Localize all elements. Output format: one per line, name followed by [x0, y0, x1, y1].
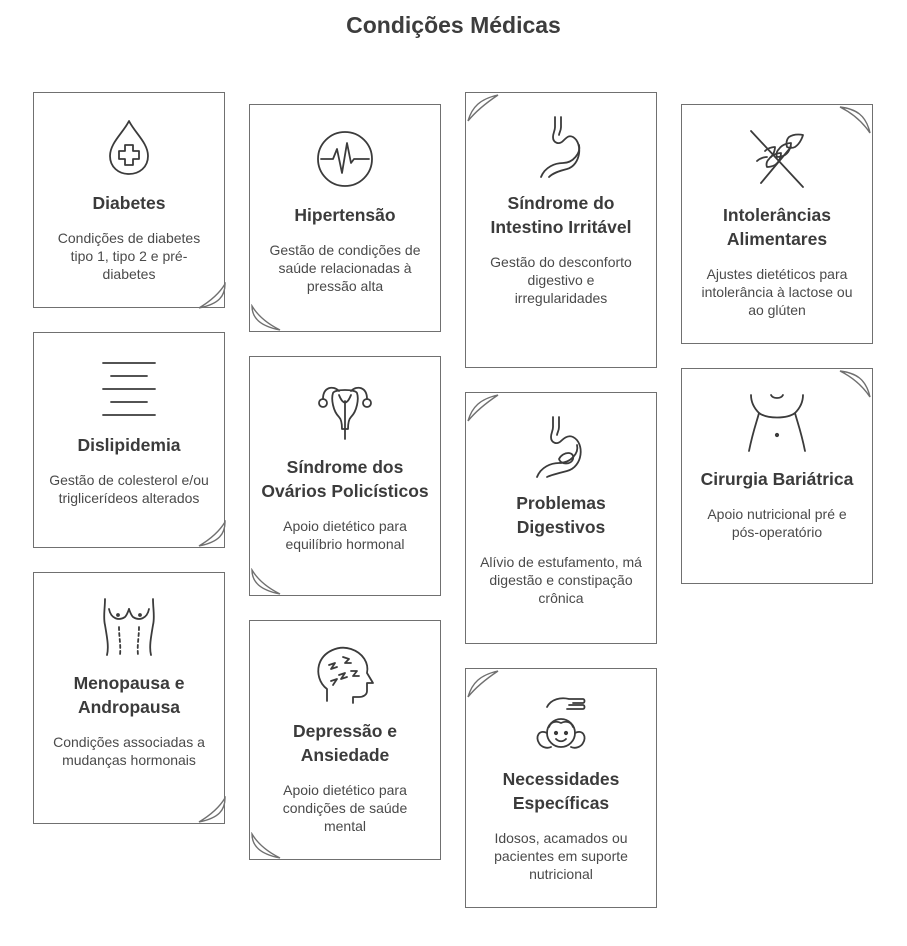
card-title: Menopausa e Andropausa: [73, 673, 185, 717]
torso-icon: [97, 595, 161, 659]
card-description: Condições de diabetes tipo 1, tipo 2 e pré-diabetes: [57, 230, 201, 282]
card-description: Alívio de estufamento, má digestão e constipação crônica: [480, 554, 642, 606]
waist-icon: [745, 391, 809, 455]
card-description: Gestão do desconforto digestivo e irregularidades: [490, 254, 632, 306]
digestive-stomach-icon: [529, 415, 593, 479]
card-description: Gestão de colesterol e/ou triglicerídeos alterados: [49, 472, 209, 506]
card-bariatrica: [681, 368, 873, 584]
card-dislipidemia: [33, 332, 225, 548]
card-description: Apoio dietético para condições de saúde mental: [282, 782, 408, 834]
card-title: Hipertensão: [294, 205, 396, 225]
card-diabetes: [33, 92, 225, 308]
card-depressao: [249, 620, 441, 860]
card-title: Diabetes: [92, 193, 166, 213]
heartbeat-icon: [313, 127, 377, 191]
card-problemas-digestivos: [465, 392, 657, 644]
card-menopausa: [33, 572, 225, 824]
card-sop: [249, 356, 441, 596]
card-title: Problemas Digestivos: [516, 493, 606, 537]
card-title: Necessidades Específicas: [502, 769, 620, 813]
card-title: Dislipidemia: [77, 435, 181, 455]
no-wheat-icon: [745, 127, 809, 191]
card-intolerancias: [681, 104, 873, 344]
card-necessidades: [465, 668, 657, 908]
card-title: Depressão e Ansiedade: [292, 721, 398, 765]
card-title: Intolerâncias Alimentares: [723, 205, 831, 249]
card-title: Síndrome dos Ovários Policísticos: [261, 457, 429, 501]
card-description: Ajustes dietéticos para intolerância à lactose ou ao glúten: [701, 266, 853, 318]
card-sii: [465, 92, 657, 368]
stomach-icon: [529, 115, 593, 179]
card-description: Condições associadas a mudanças hormonais: [53, 734, 205, 768]
card-description: Apoio nutricional pré e pós-operatório: [707, 506, 847, 540]
card-description: Gestão de condições de saúde relacionadas à pressão alta: [269, 242, 421, 294]
page-title: Condições Médicas: [346, 12, 561, 38]
card-description: Idosos, acamados ou pacientes em suporte nutricional: [494, 830, 628, 882]
card-title: Síndrome do Intestino Irritável: [490, 193, 632, 237]
card-hipertensao: [249, 104, 441, 332]
caring-hand-icon: [529, 691, 593, 755]
blood-drop-cross-icon: [97, 115, 161, 179]
head-mind-icon: [313, 643, 377, 707]
lines-icon: [97, 357, 161, 421]
card-title: Cirurgia Bariátrica: [700, 469, 854, 489]
uterus-icon: [313, 379, 377, 443]
card-description: Apoio dietético para equilíbrio hormonal: [283, 518, 407, 552]
